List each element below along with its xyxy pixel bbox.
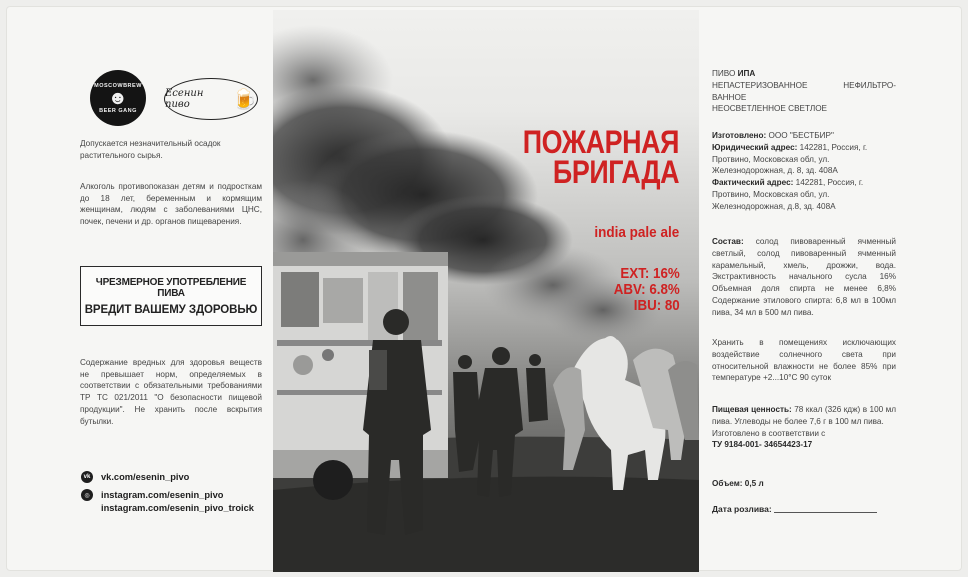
nutrition-value: 78 ккал (326 кдж) в 100 мл пива. Углеводы не более 7,6 г в 100 мл пива. bbox=[712, 405, 897, 426]
instagram-icon: ◎ bbox=[81, 489, 93, 501]
maker-value: ООО "БЕСТБИР" bbox=[768, 131, 834, 140]
abv-value: ABV: 6.8% bbox=[614, 282, 680, 298]
health-warning-line1: ЧРЕЗМЕРНОЕ УПОТРЕБЛЕНИЕ ПИВА bbox=[95, 276, 247, 299]
contraindications-text: Алкоголь противопоказан детям и подросткам до 18 лет, беременным и кормящим женщинам, людям с заболеваниями ЦНС, почек, печени и др. органов пищеварения. bbox=[80, 182, 262, 227]
beer-type-prefix: ПИВО bbox=[712, 69, 736, 78]
social-link-text: instagram.com/esenin_pivo bbox=[101, 490, 224, 500]
standard-line: Изготовлено в соответствии с bbox=[712, 428, 826, 438]
beer-type-bold: ИПА bbox=[737, 69, 756, 78]
maker-label: Изготовлено: bbox=[712, 131, 767, 140]
product-stats bbox=[614, 266, 680, 314]
legal-address-value: 142281, Россия, г. Протвино, Московская обл, ул. Железнодорожная, д. 8, зд. 408А bbox=[712, 142, 868, 176]
product-subtitle: india pale ale bbox=[594, 224, 679, 241]
composition-value: солод пивоваренный ячменный светлый, солод пивоваренный ячменный карамельный, хмель, дрожжи, вода. Экстрактивность начального сусла 16% Объемная доля спирта не менее 6,8% Содержание этилового спирта: 6,8 мл в 100мл пива, 34 мл в 500 мл пива. bbox=[712, 237, 897, 317]
actual-address-label: Фактический адрес: bbox=[712, 178, 794, 188]
logo-top-text: MOSCOWBREW bbox=[94, 82, 142, 89]
beer-mug-icon: 🍺 bbox=[232, 87, 257, 111]
product-title bbox=[522, 124, 679, 190]
social-link-text: instagram.com/esenin_pivo_troick bbox=[101, 503, 254, 513]
composition-label: Состав: bbox=[712, 237, 744, 246]
harmful-substances-text: Содержание вредных для здоровья веществ не превышает норм, определяемых в соответствии с обязательными требованиями ТР ТС 021/2011 "О безопасности пищевой продукции". Не хранить после вскрытия бутылки. bbox=[80, 358, 262, 426]
beer-type-line3: НЕОСВЕТЛЕННОЕ СВЕТЛОЕ bbox=[712, 104, 828, 114]
product-title-line2: БРИГАДА bbox=[552, 154, 679, 190]
bottling-date-field bbox=[712, 504, 877, 514]
firefighters-photo bbox=[273, 10, 699, 572]
bottling-date-label: Дата розлива: bbox=[712, 504, 772, 514]
volume-info bbox=[712, 478, 896, 490]
esenin-logo bbox=[164, 78, 258, 120]
standard-code: ТУ 9184-001- 34654423-17 bbox=[712, 440, 813, 450]
storage-info: Хранить в помещениях исключающих воздействие солнечного света при относительной влажности не более 85% при температуре +2...10°С 90 суток bbox=[712, 338, 896, 383]
actual-address-value: 142281, Россия, г. Протвино, Московская обл, ул. Железнодорожная, д.8, зд. 408А bbox=[712, 178, 864, 211]
nutrition-info bbox=[712, 404, 896, 451]
social-link-instagram[interactable] bbox=[81, 489, 223, 501]
social-link-text: vk.com/esenin_pivo bbox=[101, 472, 190, 482]
volume-value: Объем: 0,5 л bbox=[712, 479, 764, 488]
social-link-vk[interactable] bbox=[81, 471, 189, 483]
legal-address-label: Юридический адрес: bbox=[712, 142, 798, 152]
bull-head-icon: ☻ bbox=[107, 87, 129, 109]
manufacturer-info bbox=[712, 130, 896, 213]
sediment-note: Допускается незначительный осадок растительного сырья. bbox=[80, 139, 221, 160]
ext-value: EXT: 16% bbox=[620, 266, 680, 282]
beer-type-line2: НЕПАСТЕРИЗОВАННОЕ НЕФИЛЬТРО-ВАННОЕ bbox=[712, 80, 896, 102]
logo-bottom-text: BEER GANG bbox=[99, 107, 137, 114]
composition-info bbox=[712, 236, 896, 319]
health-warning-line2: ВРЕДИТ ВАШЕМУ ЗДОРОВЬЮ bbox=[84, 303, 258, 316]
product-title-line1: ПОЖАРНАЯ bbox=[522, 124, 679, 160]
vk-icon: vk bbox=[81, 471, 93, 483]
social-link-instagram-troick[interactable] bbox=[81, 503, 254, 513]
bottling-date-blank bbox=[774, 512, 877, 513]
ibu-value: IBU: 80 bbox=[634, 298, 680, 314]
beer-type bbox=[712, 68, 896, 115]
nutrition-label: Пищевая ценность: bbox=[712, 405, 792, 414]
esenin-logo-text: Есенин пиво bbox=[165, 88, 204, 110]
health-warning-box bbox=[80, 266, 262, 326]
moscow-brewing-logo bbox=[90, 70, 146, 126]
